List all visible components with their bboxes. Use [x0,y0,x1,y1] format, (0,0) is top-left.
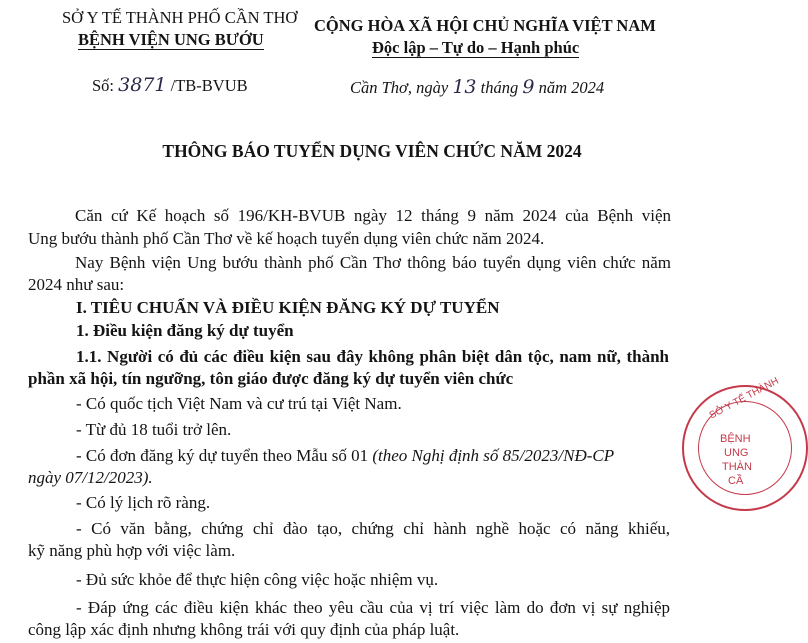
date-prefix: Cần Thơ, ngày [350,78,449,97]
stamp-ring-text: SỞ Y TẾ THÀNH [707,375,781,422]
hospital-name [78,30,264,50]
condition-item-1: - Có quốc tịch Việt Nam và cư trú tại Việt Nam. [76,394,402,413]
item-3-italic-text: (theo Nghị định số 85/2023/NĐ-CP [372,446,615,465]
para2-line1: Nay Bệnh viện Ung bướu thành phố Cần Thơ thông báo tuyển dụng viên chức năm [75,253,671,272]
date-year: năm 2024 [538,78,605,97]
subsection-1-1-line2: phần xã hội, tín ngưỡng, tôn giáo được đăng ký dự tuyển viên chức [28,369,514,388]
number-handwritten: 3871 [118,74,167,96]
motto-text: Độc lập – Tự do – Hạnh phúc [372,38,580,57]
motto [372,38,579,58]
stamp-line-3: THÀN [722,461,752,473]
document-title: THÔNG BÁO TUYỂN DỤNG VIÊN CHỨC NĂM 2024 [162,141,582,161]
country-name: CỘNG HÒA XÃ HỘI CHỦ NGHĨA VIỆT NAM [314,16,656,35]
para1-line1: Căn cứ Kế hoạch số 196/KH-BVUB ngày 12 tháng 9 năm 2024 của Bệnh viện [75,206,671,225]
condition-item-7-line2: công lập xác định nhưng không trái với quy định của pháp luật. [28,620,460,639]
official-stamp [682,375,808,511]
number-prefix: Số: [92,76,115,95]
date-month-label: tháng [480,78,519,97]
document-number [92,74,248,96]
agency-name: SỞ Y TẾ THÀNH PHỐ CẦN THƠ [62,8,298,27]
condition-item-5-line1: - Có văn bằng, chứng chỉ đào tạo, chứng chỉ hành nghề hoặc có năng khiếu, [76,519,670,538]
date-month: 9 [522,76,535,98]
condition-item-5-line2: kỹ năng phù hợp với việc làm. [28,541,236,560]
document-date [350,76,604,98]
subsection-1-heading: 1. Điều kiện đăng ký dự tuyển [76,321,294,340]
condition-item-2: - Từ đủ 18 tuổi trở lên. [76,420,232,439]
subsection-1-1-line1: 1.1. Người có đủ các điều kiện sau đây không phân biệt dân tộc, nam nữ, thành [76,347,669,366]
number-suffix: /TB-BVUB [170,76,248,95]
condition-item-3-line2: ngày 07/12/2023). [28,468,153,487]
stamp-line-4: CẦ [728,475,744,487]
hospital-name-text: BỆNH VIỆN UNG BƯỚU [78,30,264,49]
stamp-line-2: UNG [724,447,749,459]
section-1-heading: I. TIÊU CHUẨN VÀ ĐIỀU KIỆN ĐĂNG KÝ DỰ TUYỂN [76,298,500,317]
para2-line2: 2024 như sau: [28,275,125,294]
stamp-line-1: BỆNH [720,433,751,445]
para1-line2: Ung bướu thành phố Cần Thơ về kế hoạch tuyển dụng viên chức năm 2024. [28,229,545,248]
condition-item-7-line1: - Đáp ứng các điều kiện khác theo yêu cầu của vị trí việc làm do đơn vị sự nghiệp [76,598,670,617]
item-3-text: - Có đơn đăng ký dự tuyển theo Mẫu số 01 [76,446,369,465]
condition-item-4: - Có lý lịch rõ ràng. [76,493,211,512]
condition-item-3-line1 [76,446,671,466]
date-day: 13 [452,76,477,98]
condition-item-6: - Đủ sức khỏe để thực hiện công việc hoặc nhiệm vụ. [76,570,439,589]
